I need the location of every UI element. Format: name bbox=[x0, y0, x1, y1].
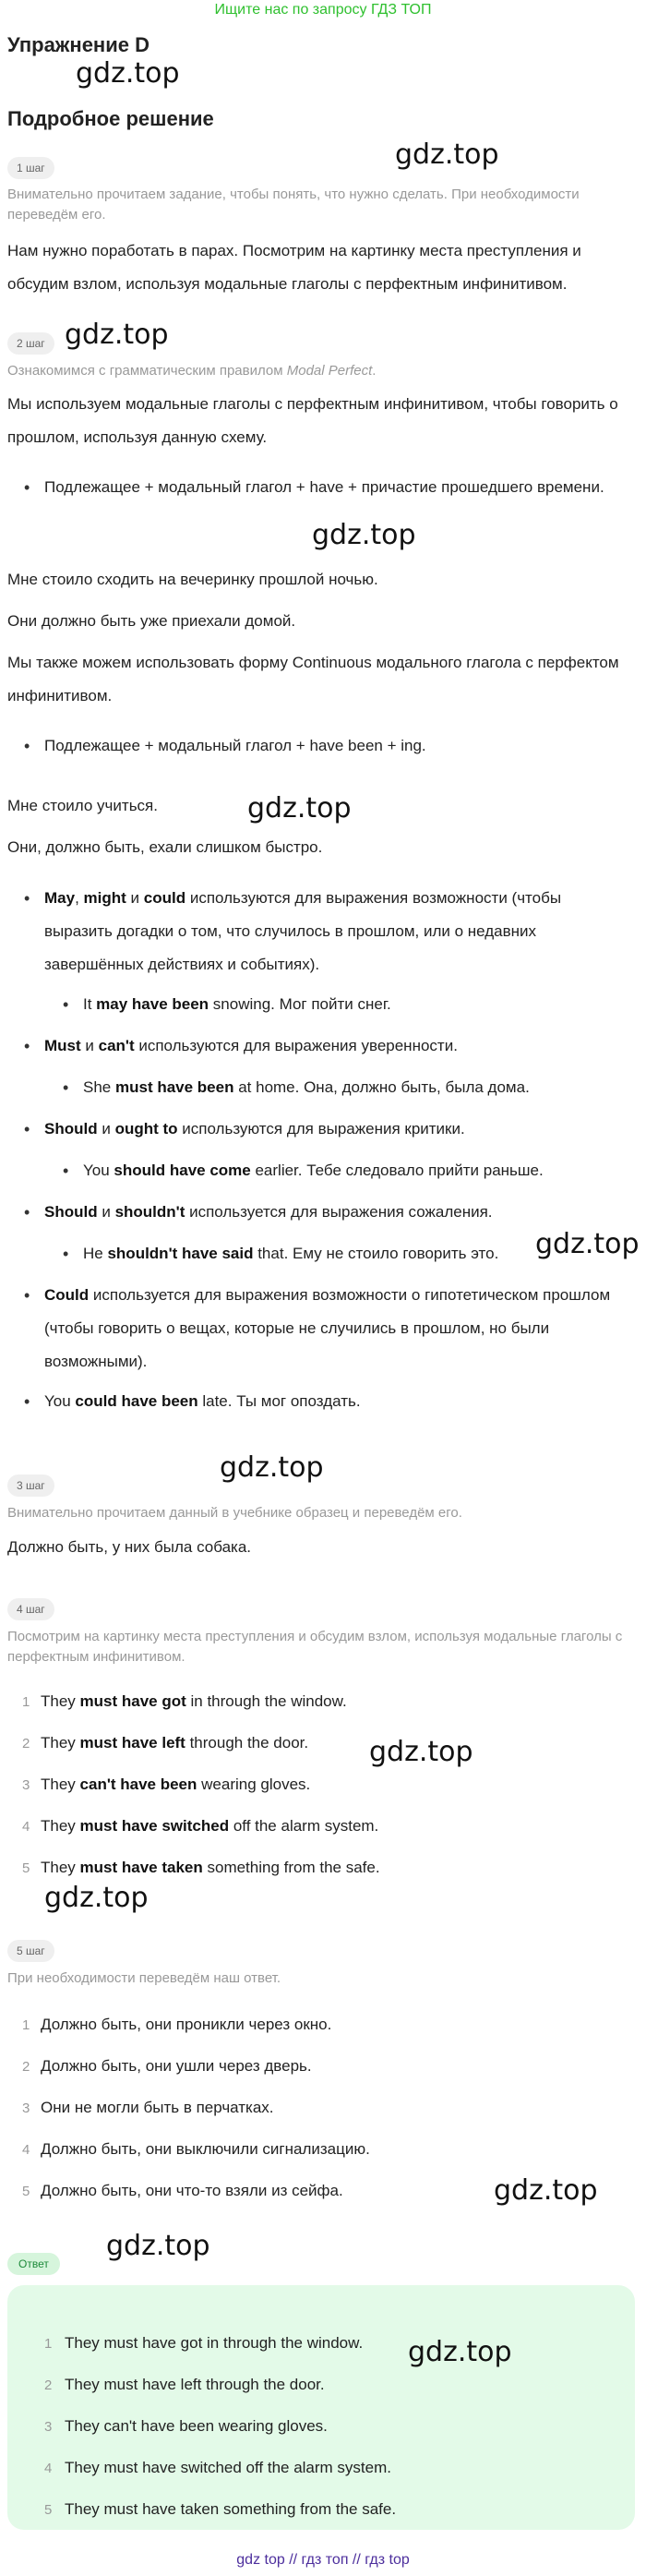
watermark: gdz.top bbox=[494, 2174, 598, 2207]
list-item: 5 They must have taken something from the safe. bbox=[22, 1859, 380, 1876]
rule-example: • He shouldn't have said that. Ему не стоило говорить это. bbox=[83, 1237, 526, 1270]
watermark: gdz.top bbox=[535, 1228, 640, 1260]
example-text: Мне стоило сходить на вечеринку прошлой ночью. bbox=[7, 571, 378, 588]
rule-bullet: • Should и shouldn't используется для выражения сожаления. bbox=[44, 1196, 616, 1229]
answer-item: 4 They must have switched off the alarm system. bbox=[44, 2459, 391, 2476]
step-badge: 2 шаг bbox=[7, 332, 54, 355]
rule-bullet: • Could используется для выражения возможности о гипотетическом прошлом (чтобы говорить о вещах, которые не случились в прошлом, но были возможными). bbox=[44, 1279, 616, 1378]
answer-item: 2 They must have left through the door. bbox=[44, 2376, 325, 2393]
list-item: 2 Должно быть, они ушли через дверь. bbox=[22, 2057, 312, 2075]
watermark: gdz.top bbox=[408, 2336, 512, 2368]
list-item: 4 They must have switched off the alarm system. bbox=[22, 1817, 379, 1835]
example-text: Мне стоило учиться. bbox=[7, 797, 158, 814]
step-text: Нам нужно поработать в парах. Посмотрим на картинку места преступления и обсудим взлом, используя модальные глаголы с перфектным инфинитивом. bbox=[7, 242, 581, 293]
rule-bullet: • Should и ought to используются для выражения критики. bbox=[44, 1113, 616, 1146]
rule-example: • You should have come earlier. Тебе следовало прийти раньше. bbox=[83, 1154, 618, 1187]
list-item: 4 Должно быть, они выключили сигнализацию. bbox=[22, 2140, 370, 2158]
answer-item: 5 They must have taken something from the safe. bbox=[44, 2500, 397, 2518]
step-badge: 3 шаг bbox=[7, 1475, 54, 1497]
step-badge: 5 шаг bbox=[7, 1940, 54, 1962]
watermark: gdz.top bbox=[247, 792, 352, 825]
list-item: 2 They must have left through the door. bbox=[22, 1734, 309, 1751]
step-note: При необходимости переведём наш ответ. bbox=[7, 1970, 281, 1986]
answer-badge: Ответ bbox=[7, 2253, 60, 2275]
rule-bullet: • May, might и could используются для выражения возможности (чтобы выразить догадки о том, что случилось в прошлом, или о недавних завершённых действиях и событиях). bbox=[44, 882, 616, 981]
rule-example: • It may have been snowing. Мог пойти снег. bbox=[83, 988, 618, 1021]
watermark: gdz.top bbox=[220, 1451, 324, 1484]
step-note: Посмотрим на картинку места преступления и обсудим взлом, используя модальные глаголы с перфектным инфинитивом. bbox=[7, 1629, 623, 1665]
step-badge: 1 шаг bbox=[7, 157, 54, 179]
watermark: gdz.top bbox=[106, 2230, 210, 2262]
rule-example: • She must have been at home. Она, должно быть, была дома. bbox=[83, 1071, 618, 1104]
list-item: 1 Должно быть, они проникли через окно. bbox=[22, 2016, 332, 2033]
step-text: Мы также можем использовать форму Continuous модального глагола с перфектом инфинитивом. bbox=[7, 654, 619, 704]
watermark: gdz.top bbox=[395, 138, 499, 171]
step-note: Ознакомимся с грамматическим правилом Modal Perfect. bbox=[7, 363, 377, 379]
step-badge: 4 шаг bbox=[7, 1598, 54, 1620]
list-item: 1 They must have got in through the window. bbox=[22, 1692, 347, 1710]
step-text: Мы используем модальные глаголы с перфектным инфинитивом, чтобы говорить о прошлом, используя данную схему. bbox=[7, 395, 618, 446]
footer-links[interactable]: gdz top // гдз топ // гдз top bbox=[236, 2552, 410, 2568]
solution-heading: Подробное решение bbox=[7, 107, 214, 130]
answer-item: 3 They can't have been wearing gloves. bbox=[44, 2417, 328, 2435]
example-text: Они, должно быть, ехали слишком быстро. bbox=[7, 838, 323, 856]
step-text: Должно быть, у них была собака. bbox=[7, 1538, 252, 1556]
watermark: gdz.top bbox=[369, 1736, 473, 1768]
rule-bullet: • You could have been late. Ты мог опоздать. bbox=[44, 1385, 616, 1418]
list-item: 5 Должно быть, они что-то взяли из сейфа. bbox=[22, 2182, 343, 2199]
list-item: 3 They can't have been wearing gloves. bbox=[22, 1776, 311, 1793]
step-note: Внимательно прочитаем данный в учебнике образец и переведём его. bbox=[7, 1505, 462, 1521]
search-banner[interactable]: Ищите нас по запросу ГДЗ ТОП bbox=[214, 2, 432, 18]
scheme-bullet: • Подлежащее + модальный глагол + have + причастие прошедшего времени. bbox=[44, 471, 616, 504]
watermark: gdz.top bbox=[65, 319, 169, 351]
watermark: gdz.top bbox=[76, 57, 180, 90]
page-title: Упражнение D bbox=[7, 33, 150, 56]
rule-bullet: • Must и can't используются для выражения уверенности. bbox=[44, 1029, 616, 1063]
watermark: gdz.top bbox=[312, 519, 416, 551]
example-text: Они должно быть уже приехали домой. bbox=[7, 612, 296, 630]
step-note: Внимательно прочитаем задание, чтобы понять, что нужно сделать. При необходимости переведём его. bbox=[7, 187, 580, 223]
scheme-bullet: • Подлежащее + модальный глагол + have been + ing. bbox=[44, 729, 616, 763]
watermark: gdz.top bbox=[44, 1882, 149, 1914]
answer-item: 1 They must have got in through the window. bbox=[44, 2334, 364, 2352]
list-item: 3 Они не могли быть в перчатках. bbox=[22, 2099, 274, 2116]
